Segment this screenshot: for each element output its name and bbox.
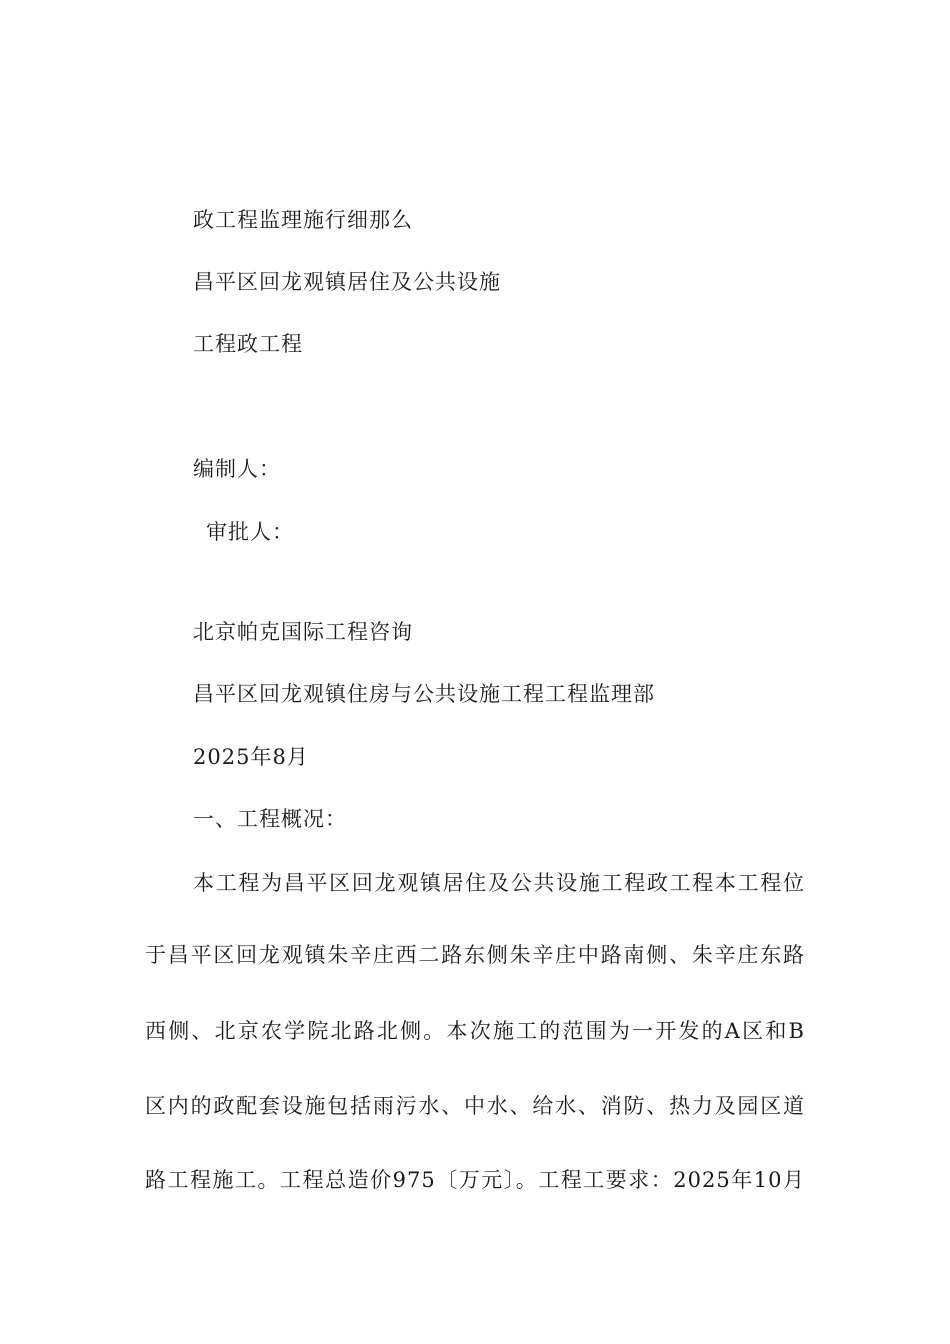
- company-name: 北京帕克国际工程咨询: [193, 620, 413, 644]
- document-date: 2025年8月: [193, 745, 309, 769]
- title-line-3: 工程政工程: [193, 332, 303, 356]
- approver-label: 审批人：: [206, 520, 294, 544]
- paragraph-line-3: 西侧、北京农学院北路北侧。本次施工的范围为一开发的A区和B: [145, 1019, 805, 1043]
- compiler-label: 编制人：: [193, 457, 281, 481]
- section-heading: 一、工程概况：: [193, 807, 347, 831]
- paragraph-line-5: 路工程施工。工程总造价975〔万元〕。工程工要求：2025年10月: [145, 1168, 805, 1192]
- paragraph-line-1: 本工程为昌平区回龙观镇居住及公共设施工程政工程本工程位: [193, 871, 805, 895]
- title-line-2: 昌平区回龙观镇居住及公共设施: [193, 270, 501, 294]
- title-line-1: 政工程监理施行细那么: [193, 208, 413, 232]
- department-name: 昌平区回龙观镇住房与公共设施工程工程监理部: [193, 682, 655, 706]
- paragraph-line-4: 区内的政配套设施包括雨污水、中水、给水、消防、热力及园区道: [145, 1094, 805, 1118]
- paragraph-line-2: 于昌平区回龙观镇朱辛庄西二路东侧朱辛庄中路南侧、朱辛庄东路: [145, 943, 805, 967]
